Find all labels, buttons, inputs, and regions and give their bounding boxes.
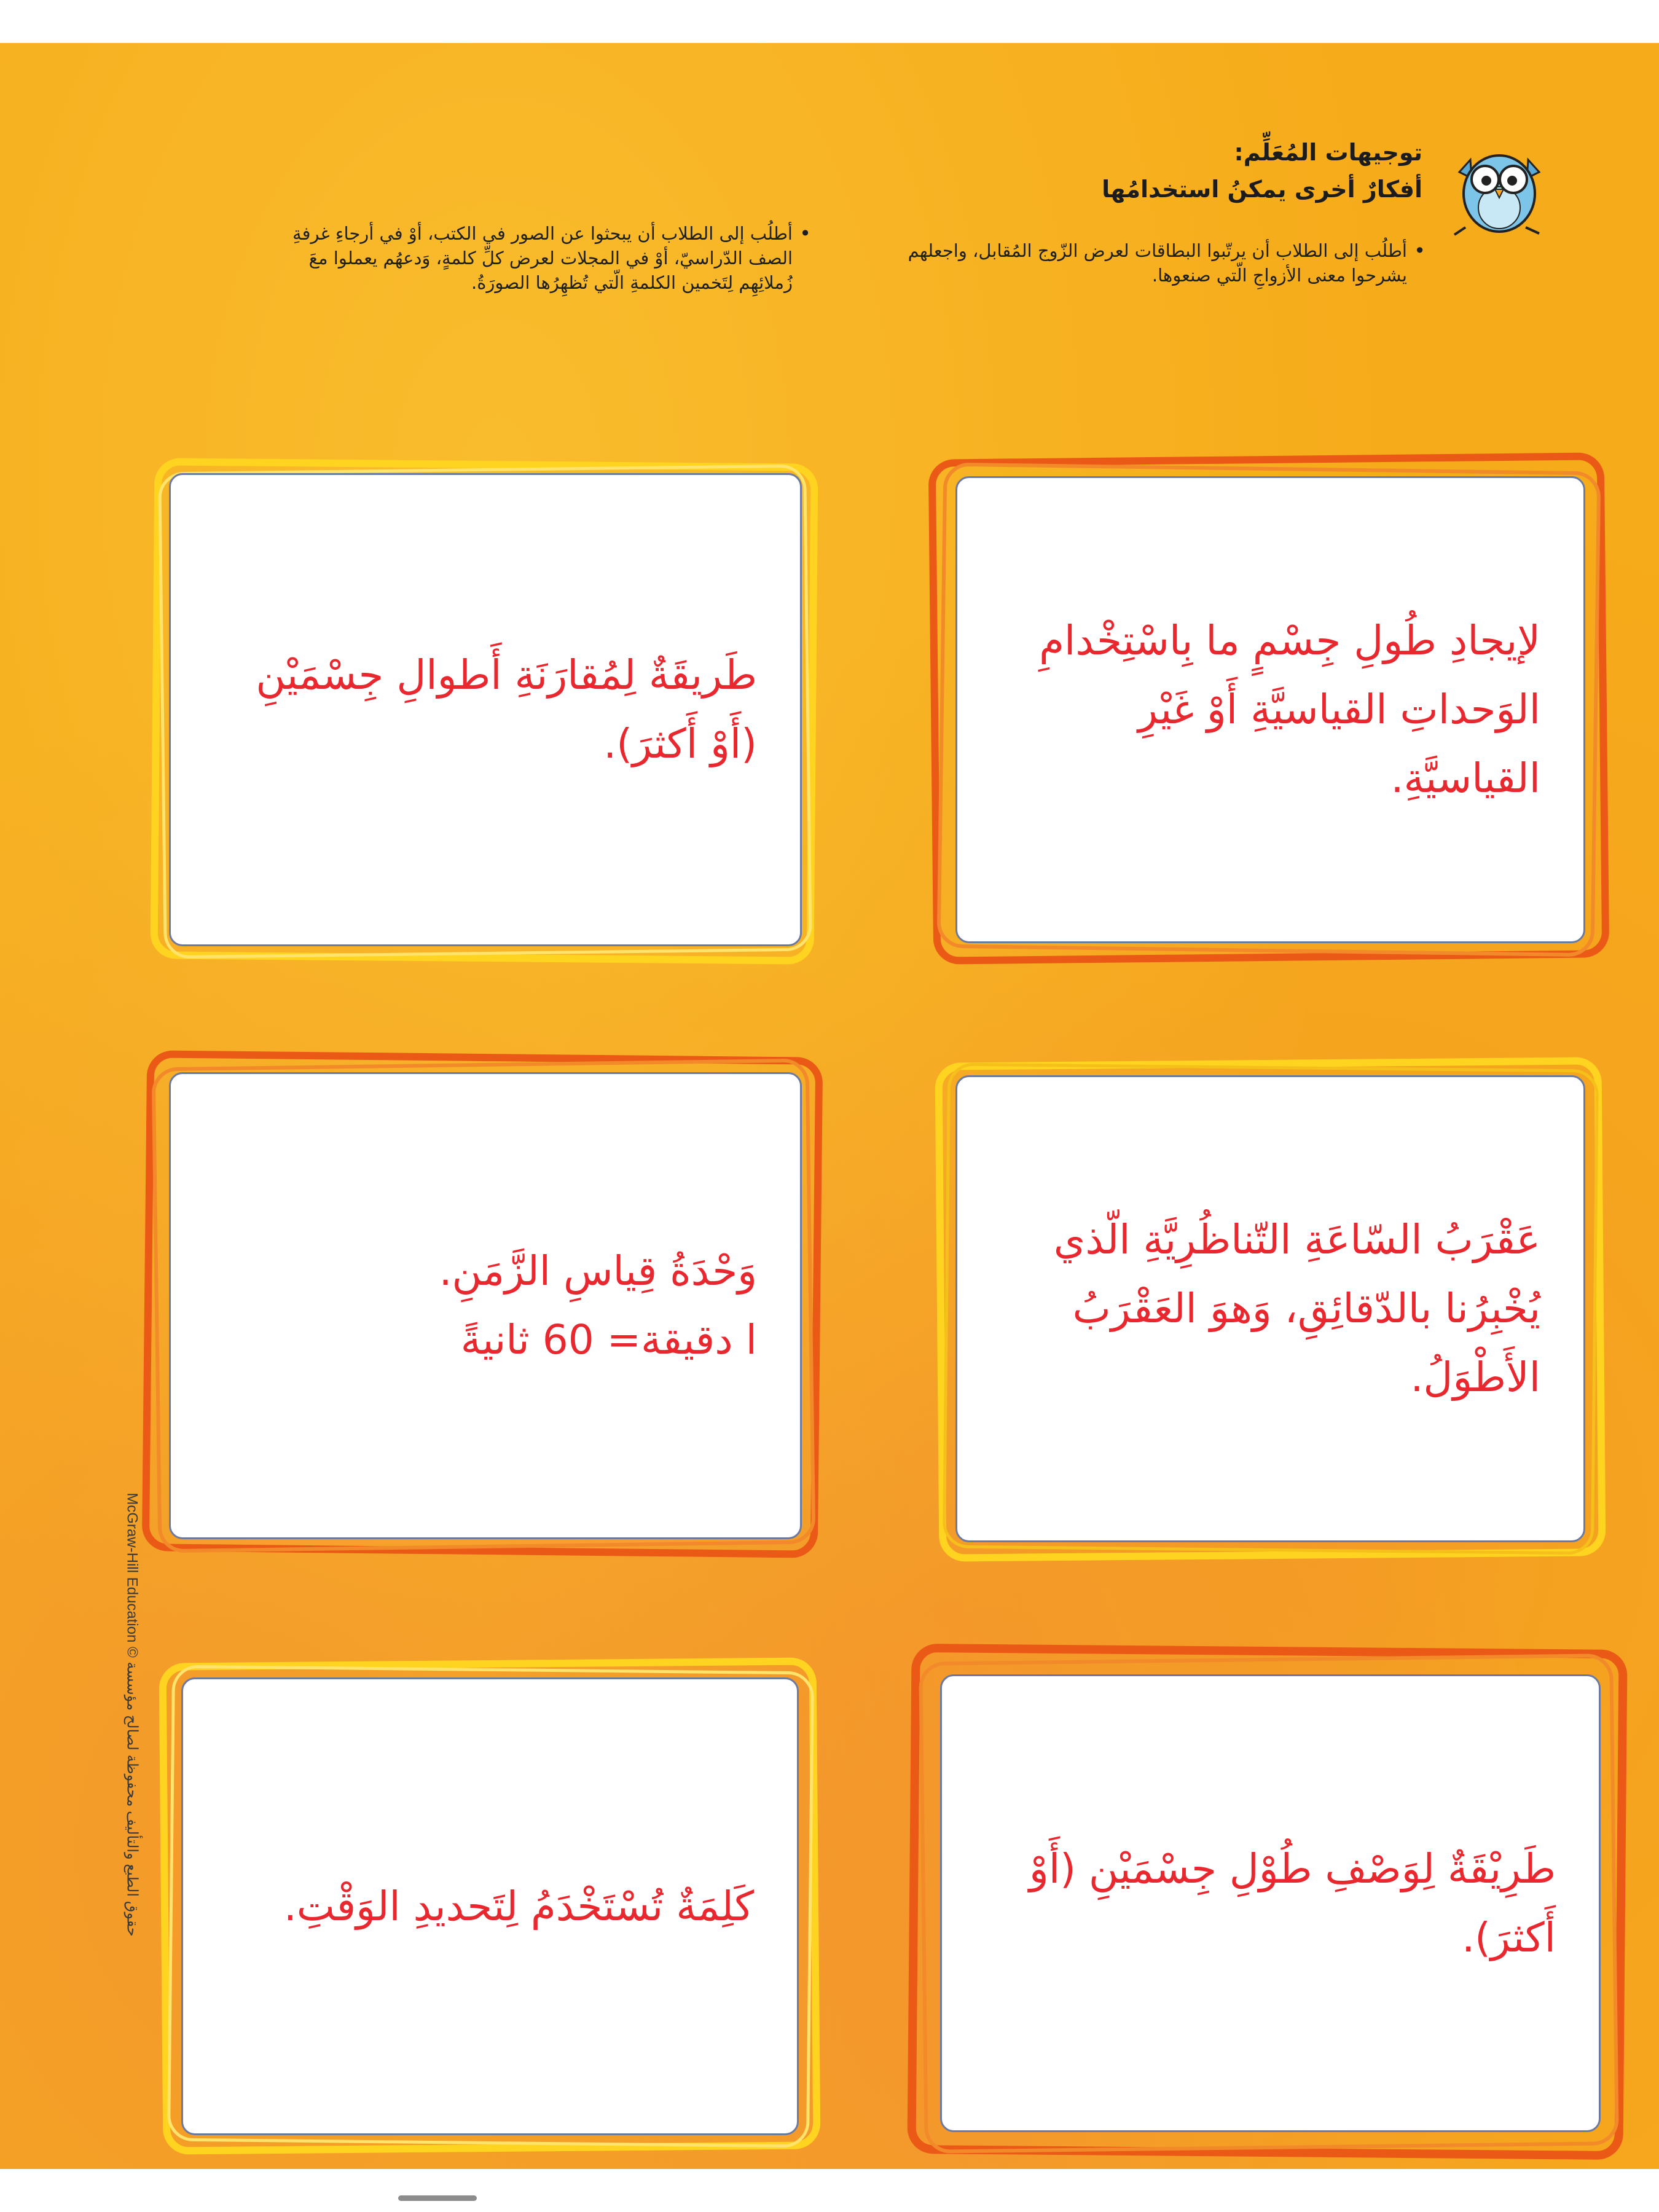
copyright-text: McGraw-Hill Education © حقوق الطبع والتأليف محفوظة لصالح مؤسسة: [124, 1492, 141, 1937]
vocab-card-1[interactable]: [955, 476, 1585, 943]
teacher-tip-2: • أطلُب إلى الطلاب أن يبحثوا عن الصور في الكتب، أوْ في أرجاءِ غرفةِ الصف الدّراسيّ، أوْ في المجلات لعرض كلِّ كلمةٍ، وَدعهُم يعملوا معَ زُملائِهِم لِتَخمين الكلمةِ الّتي تُظهِرُها الصورَةُ.: [252, 221, 793, 295]
card-3-text: عَقْرَبُ السّاعَةِ التّناظُرِيَّةِ الّذي يُخْبِرُنا بالدّقائِقِ، وَهوَ العَقْرَبُ الأَطْوَلُ.: [1053, 1216, 1540, 1401]
teacher-tips-header: [1102, 134, 1422, 208]
vocab-card-4[interactable]: [169, 1072, 802, 1539]
vocab-card-6[interactable]: [181, 1677, 799, 2135]
card-5-text: طَرِيْقَةٌ لِوَصْفِ طُوْلِ جِسْمَيْنِ (أَوْ أَكثرَ).: [1029, 1845, 1556, 1961]
teacher-tips-title: توجيهات المُعَلِّم:: [1234, 139, 1422, 166]
card-2-text: طَريقَةٌ لِمُقارَنَةِ أَطوالِ جِسْمَيْنِ (أَوْ أَكثرَ).: [256, 651, 757, 767]
flashcard-page: [0, 43, 1659, 2169]
vocab-card-5[interactable]: [940, 1674, 1601, 2132]
home-indicator[interactable]: [398, 2195, 477, 2201]
card-1-text: لإيجادِ طُولِ جِسْمٍ ما بِاسْتِخْدامِ الوَحداتِ القياسيَّةِ أَوْ غَيْرِ القياسيَّةِ.: [1039, 617, 1540, 802]
vocab-card-2[interactable]: [169, 473, 802, 946]
vocab-card-3[interactable]: [955, 1075, 1585, 1542]
card-6-text: كَلِمَةٌ تُسْتَخْدَمُ لِتَحديدِ الوَقْتِ.: [283, 1882, 754, 1930]
card-4-text: [396, 1237, 800, 1375]
card-4-text-line-2: ا دقيقة= 60 ثانيةً: [460, 1316, 757, 1363]
teacher-tips-subtitle: أفكارٌ أخرى يمكنُ استخدامُها: [1102, 176, 1422, 203]
owl-icon: [1453, 135, 1545, 237]
copyright-credit: [120, 1475, 144, 1954]
teacher-tip-1: • أطلُب إلى الطلاب أن يرتّبوا البطاقات لعرض الزّوج المُقابل، واجعلهم يشرحوا معنى الأزواجِ الّتي صنعوها.: [879, 238, 1407, 288]
card-4-text-line-1: وَحْدَةُ قِياسِ الزَّمَنِ.: [439, 1247, 757, 1295]
